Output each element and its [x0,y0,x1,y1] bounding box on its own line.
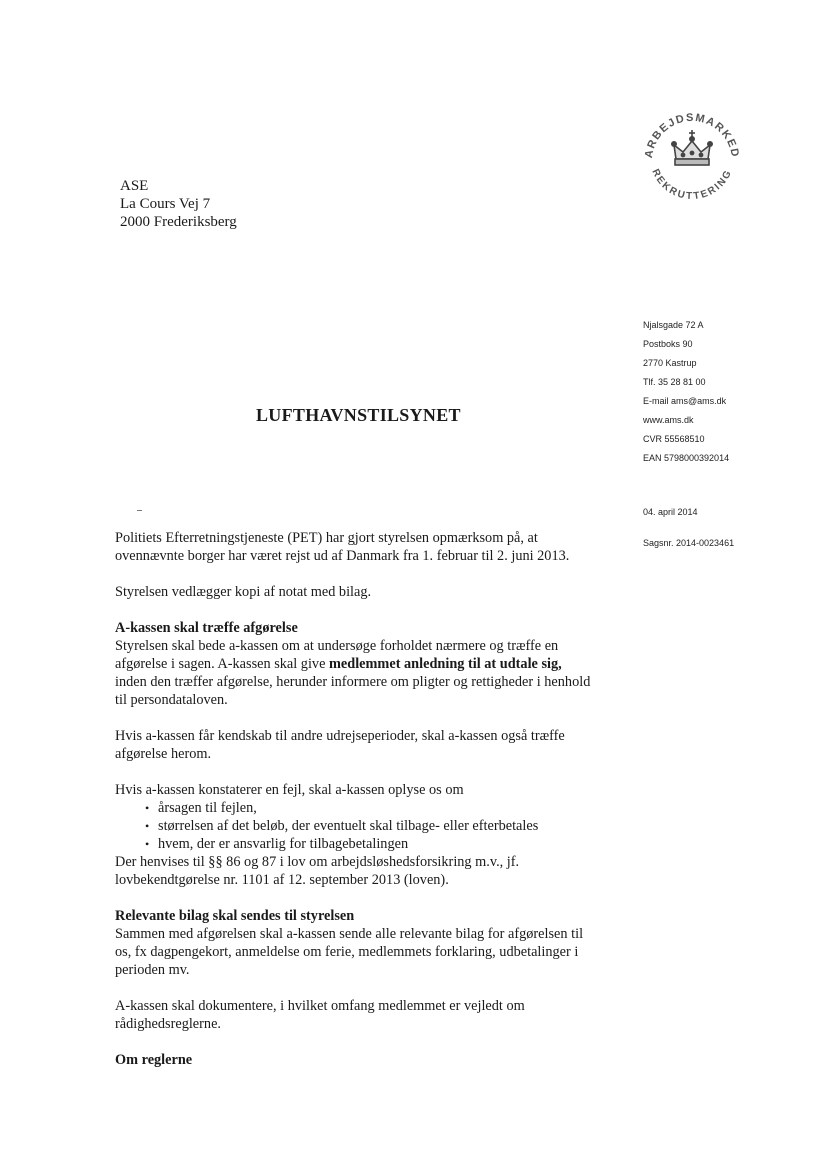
paragraph3-intro: Hvis a-kassen konstaterer en fejl, skal a-kassen oplyse os om [115,782,464,798]
paragraph2-line-1: Hvis a-kassen får kendskab til andre udrejseperioder, skal a-kassen også træffe [115,728,565,744]
sender-address-line-2: Postboks 90 [643,339,693,349]
intro-line-2: ovennævnte borger har været rejst ud af Danmark fra 1. februar til 2. juni 2013. [115,548,570,564]
sender-ean: EAN 5798000392014 [643,453,730,463]
sender-city: 2770 Kastrup [643,358,697,368]
list-item: • årsagen til fejlen, [115,799,615,817]
section-heading-decision: A-kassen skal træffe afgørelse [115,620,298,636]
paragraph2-line-2: afgørelse herom. [115,746,212,762]
section1-line-4: til persondataloven. [115,692,228,708]
agency-seal-logo [636,97,748,209]
legal-reference-line-1: Der henvises til §§ 86 og 87 i lov om arbejdsløshedsforsikring m.v., jf. [115,854,520,870]
sender-cvr: CVR 55568510 [643,434,705,444]
seal-bottom-text: REKRUTTERING [649,167,735,203]
section1-emphasis: medlemmet anledning til at udtale sig, [329,656,562,672]
legal-reference-line-2: lovbekendtgørelse nr. 1101 af 12. september 2013 (loven). [115,872,449,888]
intro-line-1: Politiets Efterretningstjeneste (PET) har gjort styrelsen opmærksom på, at [115,530,538,546]
crown-icon [672,130,712,165]
letter-date: 04. april 2014 [643,507,698,517]
recipient-address [120,177,237,231]
letter-title: LUFTHAVNSTILSYNET [256,405,461,425]
section-heading-rules: Om reglerne [115,1052,193,1068]
sender-phone: Tlf. 35 28 81 00 [643,377,706,387]
sender-contact-block [643,316,729,468]
sender-website: www.ams.dk [643,415,694,425]
documentation-line-1: A-kassen skal dokumentere, i hvilket omfang medlemmet er vejledt om [115,998,525,1014]
recipient-city: 2000 Frederiksberg [120,214,237,230]
attachment-note: Styrelsen vedlægger kopi af notat med bilag. [115,584,372,600]
sender-address-line-1: Njalsgade 72 A [643,320,704,330]
case-number: Sagsnr. 2014-0023461 [643,538,735,548]
section1-line-3: inden den træffer afgørelse, herunder informere om pligter og rettigheder i henhold [115,674,591,690]
svg-text:REKRUTTERING [649,167,734,202]
seal-top-text: ARBEJDSMARKED [642,111,742,159]
sender-email: E-mail ams@ams.dk [643,396,727,406]
recipient-name: ASE [120,178,149,194]
section-heading-attachments: Relevante bilag skal sendes til styrelsen [115,908,355,924]
section2-line-3: perioden mv. [115,962,190,978]
section1-line-2-text: afgørelse i sagen. A-kassen skal give [115,656,329,672]
letter-body [115,529,615,1069]
section2-line-1: Sammen med afgørelsen skal a-kassen sende alle relevante bilag for afgørelsen til [115,926,584,942]
scan-mark [137,510,142,511]
section2-line-2: os, fx dagpengekort, anmeldelse om ferie, medlemmets forklaring, udbetalinger i [115,944,579,960]
list-item: • hvem, der er ansvarlig for tilbagebetalingen [115,835,615,853]
section1-line-2 [115,655,615,673]
section1-line-1: Styrelsen skal bede a-kassen om at undersøge forholdet nærmere og træffe en [115,638,559,654]
error-details-list [115,799,615,853]
list-item: • størrelsen af det beløb, der eventuelt skal tilbage- eller efterbetales [115,817,615,835]
documentation-line-2: rådighedsreglerne. [115,1016,221,1032]
recipient-street: La Cours Vej 7 [120,196,211,212]
